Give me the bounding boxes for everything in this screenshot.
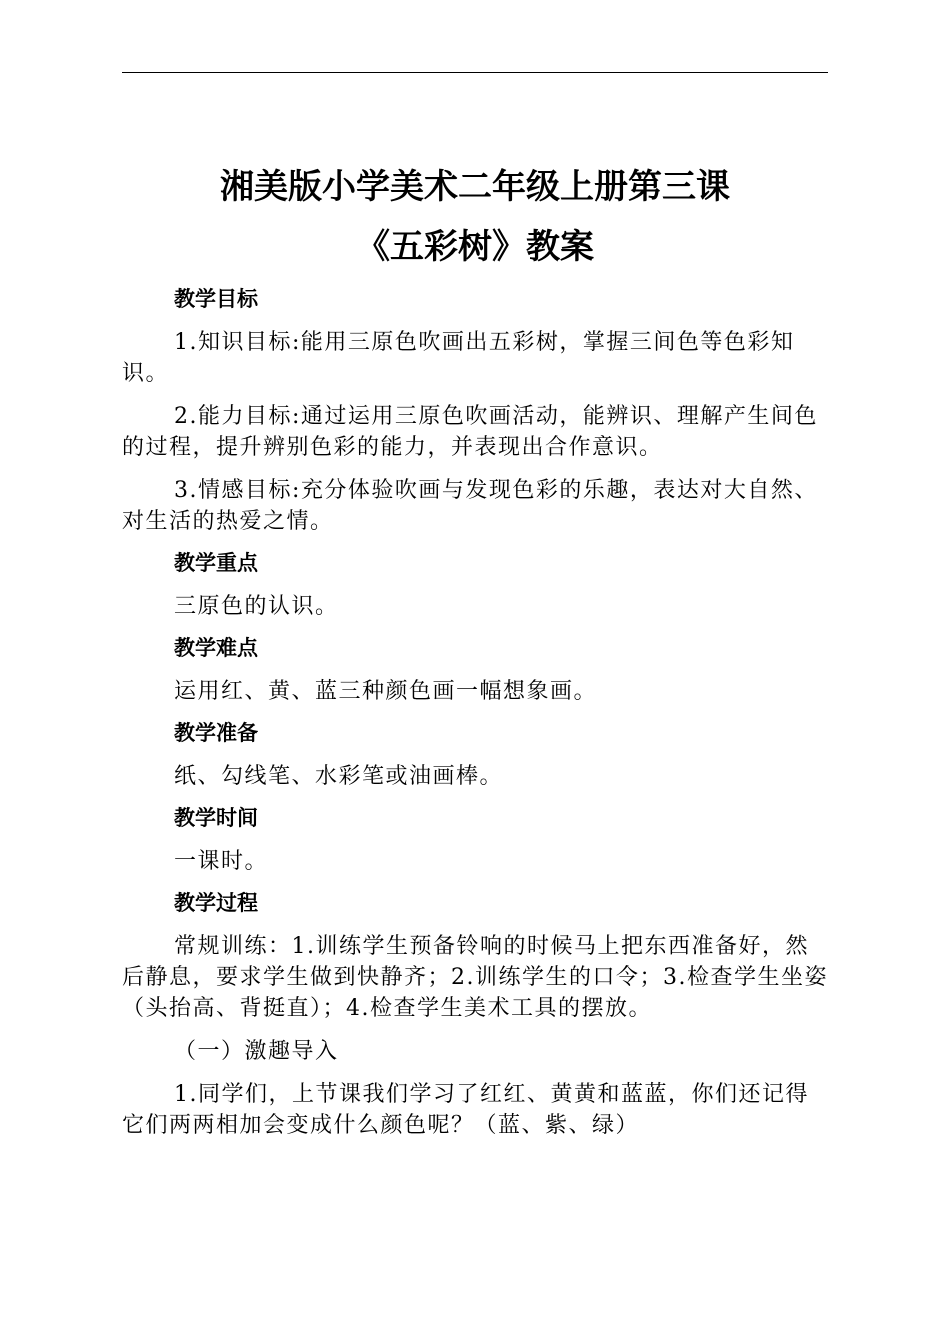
objective-knowledge: 1.知识目标:能用三原色吹画出五彩树，掌握三间色等色彩知识。: [122, 330, 795, 386]
time-text: 一课时。: [174, 849, 269, 874]
key-points-heading: 教学重点: [174, 551, 258, 575]
preparation-text: 纸、勾线笔、水彩笔或油画棒。: [174, 764, 504, 789]
objectives-heading: 教学目标: [174, 287, 258, 311]
process-routine: 常规训练：1.训练学生预备铃响的时候马上把东西准备好，然后静息，要求学生做到快静齐；2.训练学生的口令；3.检查学生坐姿（头抬高、背挺直）；4.检查学生美术工具的摆放。: [122, 934, 828, 1021]
difficulties-text: 运用红、黄、蓝三种颜色画一幅想象画。: [174, 679, 598, 704]
objective-ability: 2.能力目标:通过运用三原色吹画活动，能辨识、理解产生间色的过程，提升辨别色彩的能力，并表现出合作意识。: [122, 404, 818, 460]
key-points-text: 三原色的认识。: [174, 594, 339, 619]
process-part1-heading: （一）激趣导入: [174, 1039, 339, 1064]
process-heading: 教学过程: [174, 891, 258, 915]
process-part1-text: 1.同学们，上节课我们学习了红红、黄黄和蓝蓝，你们还记得它们两两相加会变成什么颜色呢？（蓝、紫、绿）: [122, 1082, 809, 1138]
difficulties-heading: 教学难点: [174, 636, 258, 660]
header-rule: [122, 72, 828, 73]
document-title-line-2: 《五彩树》教案: [356, 227, 594, 267]
document-title-line-1: 湘美版小学美术二年级上册第三课: [220, 167, 730, 207]
objective-emotion: 3.情感目标:充分体验吹画与发现色彩的乐趣，表达对大自然、对生活的热爱之情。: [122, 478, 818, 534]
time-heading: 教学时间: [174, 806, 258, 830]
document-body: [122, 285, 828, 1153]
preparation-heading: 教学准备: [174, 721, 258, 745]
